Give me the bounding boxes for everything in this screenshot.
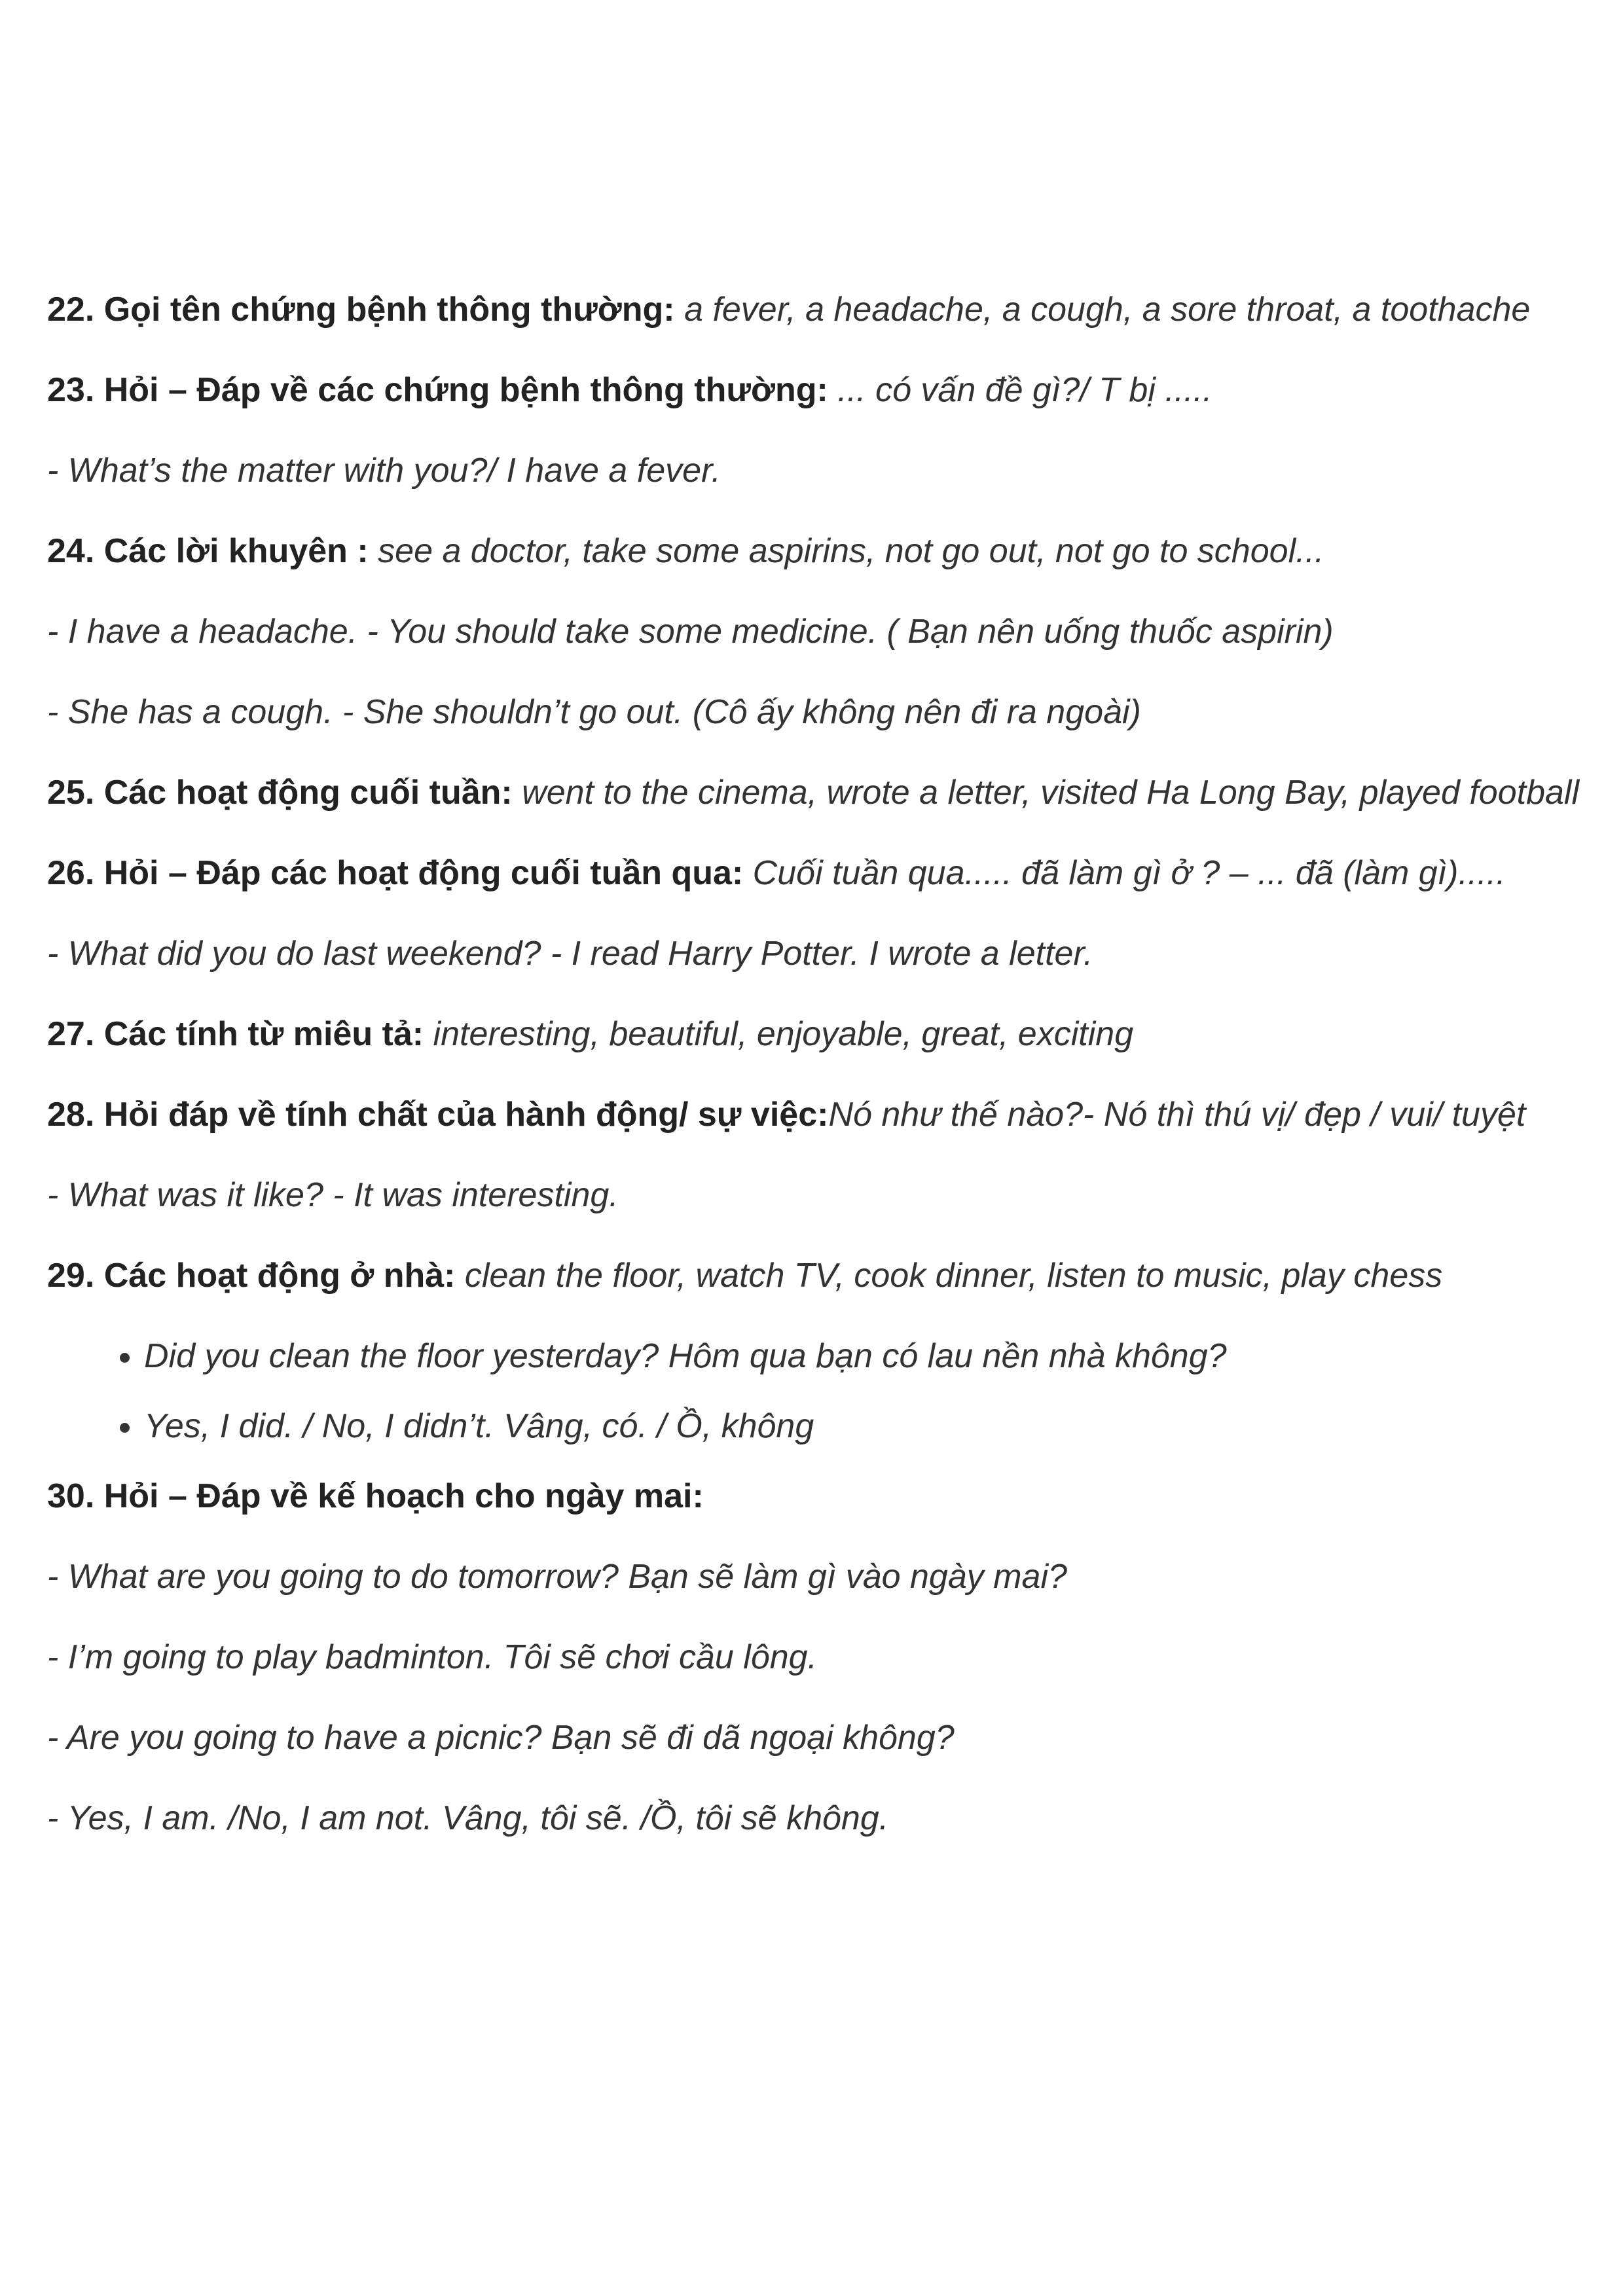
example-text: - I’m going to play badminton. Tôi sẽ chơi cầu lông.	[47, 1638, 818, 1676]
text-27: interesting, beautiful, enjoyable, great, exciting	[424, 1015, 1134, 1053]
list-item	[144, 1398, 1579, 1454]
text-22: a fever, a headache, a cough, a sore throat, a toothache	[674, 291, 1531, 329]
heading-24: 24. Các lời khuyên :	[47, 532, 369, 570]
example-text: - I have a headache. - You should take some medicine. ( Bạn nên uống thuốc aspirin)	[47, 613, 1334, 651]
item-29	[47, 1247, 1579, 1304]
text-23: ... có vấn đề gì?/ T bị .....	[828, 371, 1213, 409]
heading-29: 29. Các hoạt động ở nhà:	[47, 1257, 456, 1295]
example-text: - Yes, I am. /No, I am not. Vâng, tôi sẽ. /Ồ, tôi sẽ không.	[47, 1799, 889, 1837]
list-item	[144, 1328, 1579, 1384]
heading-26: 26. Hỏi – Đáp các hoạt động cuối tuần qua:	[47, 854, 744, 892]
item-28	[47, 1086, 1579, 1143]
example-line	[47, 1629, 1579, 1685]
example-line	[47, 1549, 1579, 1605]
bullet-list	[47, 1328, 1579, 1454]
document-body	[47, 281, 1579, 1871]
item-30	[47, 1468, 1579, 1524]
example-text: - Are you going to have a picnic? Bạn sẽ đi dã ngoại không?	[47, 1719, 955, 1757]
item-24	[47, 523, 1579, 579]
text-26: Cuối tuần qua..... đã làm gì ở ? – ... đã (làm gì).....	[743, 854, 1506, 892]
item-22	[47, 281, 1579, 338]
example-text: - She has a cough. - She shouldn’t go out. (Cô ấy không nên đi ra ngoài)	[47, 693, 1141, 731]
example-line	[47, 1710, 1579, 1766]
heading-28: 28. Hỏi đáp về tính chất của hành động/ sự việc:	[47, 1096, 829, 1134]
text-29: clean the floor, watch TV, cook dinner, listen to music, play chess	[455, 1257, 1443, 1295]
text-24: see a doctor, take some aspirins, not go out, not go to school...	[368, 532, 1324, 570]
list-item-text: Did you clean the floor yesterday? Hôm qua bạn có lau nền nhà không?	[144, 1337, 1227, 1375]
text-25: went to the cinema, wrote a letter, visited Ha Long Bay, played football	[512, 774, 1580, 812]
heading-23: 23. Hỏi – Đáp về các chứng bệnh thông thường:	[47, 371, 828, 409]
heading-22: 22. Gọi tên chứng bệnh thông thường:	[47, 291, 675, 329]
example-line	[47, 1167, 1579, 1223]
example-line	[47, 442, 1579, 499]
heading-30: 30. Hỏi – Đáp về kế hoạch cho ngày mai:	[47, 1477, 704, 1515]
example-text: - What’s the matter with you?/ I have a fever.	[47, 452, 721, 490]
example-text: - What was it like? - It was interesting.	[47, 1176, 619, 1214]
example-line	[47, 925, 1579, 982]
heading-25: 25. Các hoạt động cuối tuần:	[47, 774, 513, 812]
item-27	[47, 1006, 1579, 1062]
text-28: Nó như thế nào?- Nó thì thú vị/ đẹp / vui/ tuyệt	[828, 1096, 1526, 1134]
example-line	[47, 603, 1579, 660]
list-item-text: Yes, I did. / No, I didn’t. Vâng, có. / Ồ, không	[144, 1407, 814, 1445]
item-23	[47, 362, 1579, 418]
example-text: - What are you going to do tomorrow? Bạn sẽ làm gì vào ngày mai?	[47, 1558, 1067, 1596]
item-25	[47, 764, 1579, 821]
example-text: - What did you do last weekend? - I read Harry Potter. I wrote a letter.	[47, 935, 1093, 973]
item-26	[47, 845, 1579, 901]
heading-27: 27. Các tính từ miêu tả:	[47, 1015, 424, 1053]
example-line	[47, 684, 1579, 740]
example-line	[47, 1790, 1579, 1846]
